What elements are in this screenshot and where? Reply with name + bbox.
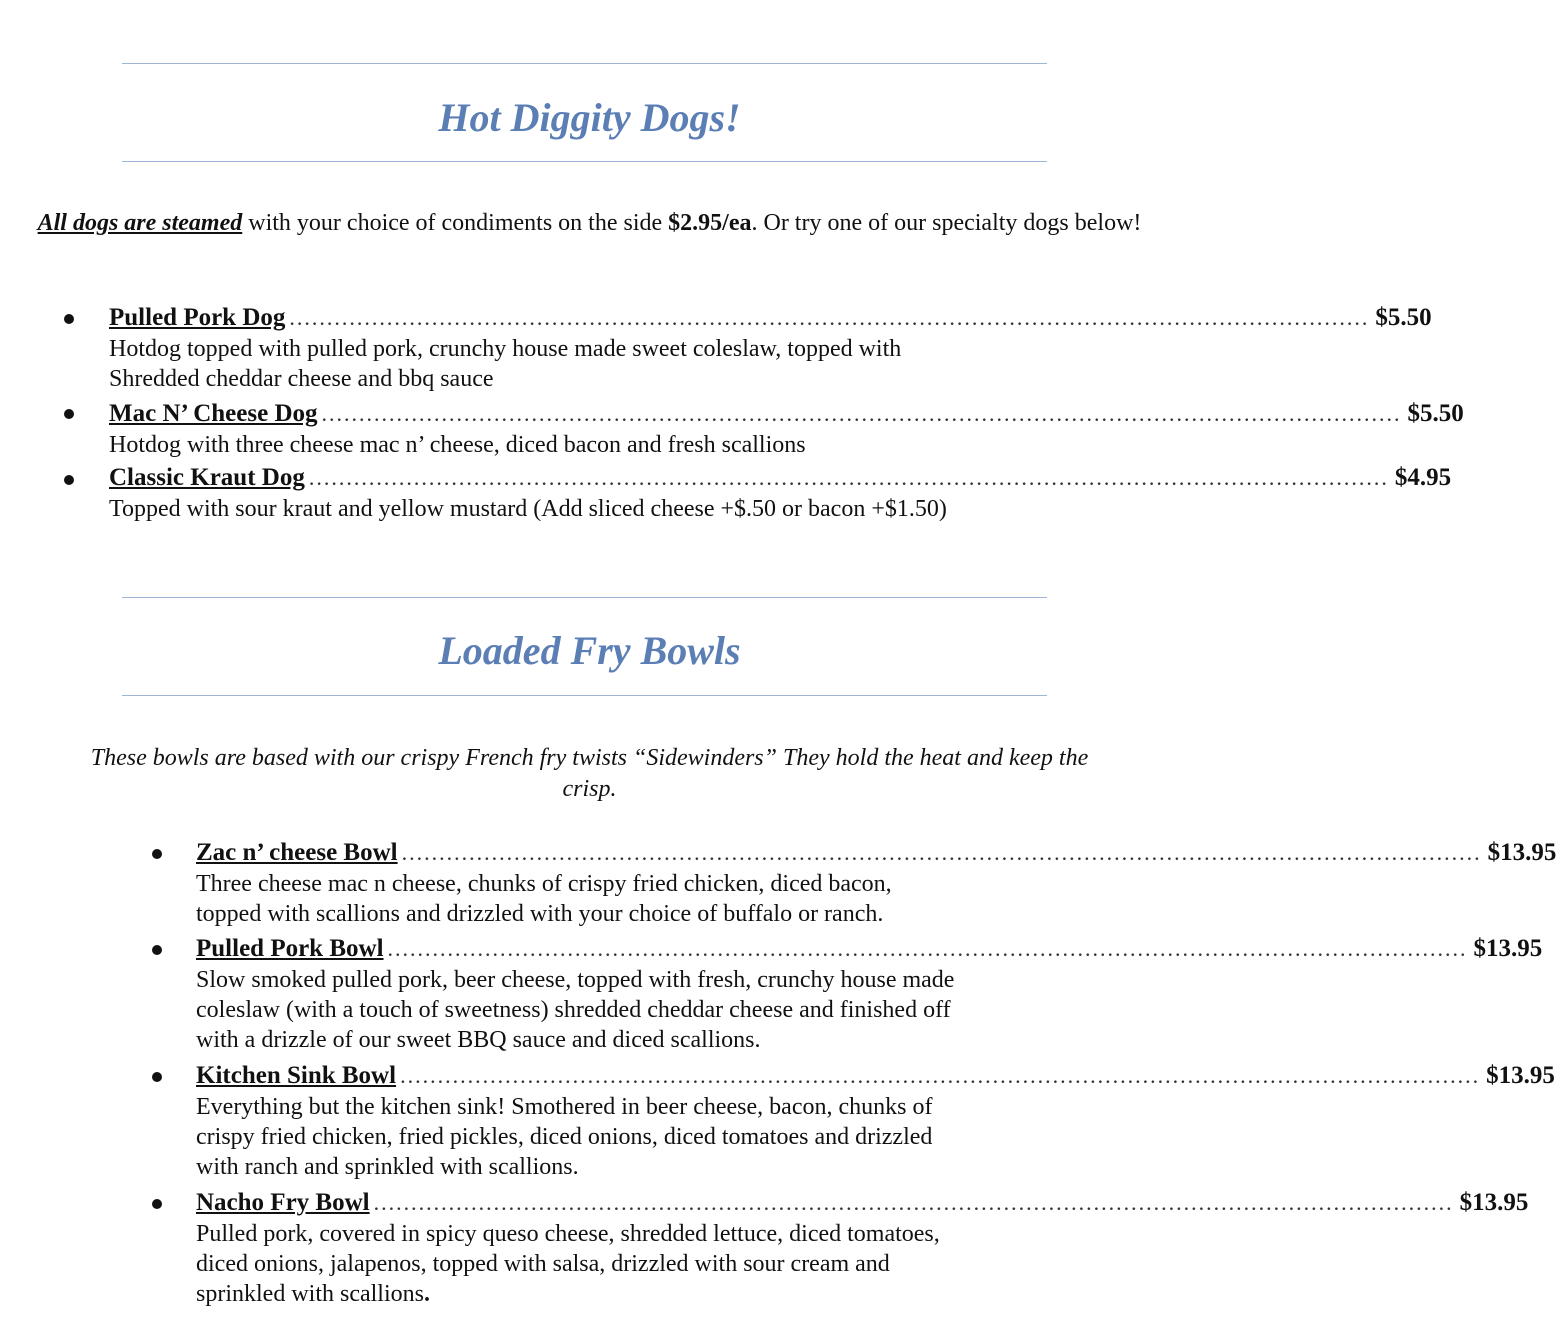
- bullet-dot: [152, 945, 162, 955]
- item-price: $4.95: [1394, 464, 1452, 491]
- item-name: Zac n’ cheese Bowl: [196, 839, 398, 866]
- dot-leader: ................................................................................................................................................: [321, 401, 1402, 426]
- dot-leader: ................................................................................................................................................: [401, 840, 1482, 865]
- fry-bowls-intro: [30, 743, 1149, 805]
- dogs-intro-mid: with your choice of condiments on the side: [242, 210, 669, 236]
- item-name: Pulled Pork Dog: [109, 304, 286, 331]
- dogs-intro: [30, 208, 1149, 239]
- item-name: Mac N’ Cheese Dog: [109, 400, 318, 427]
- item-description-line: [196, 1279, 940, 1309]
- item-description: [196, 1092, 932, 1182]
- dogs-intro-tail: . Or try one of our specialty dogs below!: [751, 210, 1142, 236]
- item-description: [109, 494, 947, 524]
- menu-item-pulled-pork-dog: [109, 302, 1432, 397]
- item-header: [196, 933, 1543, 965]
- item-description-line: Three cheese mac n cheese, chunks of crispy fried chicken, diced bacon,: [196, 871, 892, 897]
- item-header: [109, 302, 1432, 334]
- item-header: [109, 462, 1452, 494]
- dogs-intro-price: $2.95/ea: [668, 210, 752, 236]
- menu-item-mac-n-cheese-dog: [109, 398, 1464, 462]
- dot-leader: ................................................................................................................................................: [289, 305, 1370, 330]
- divider-line: [122, 161, 1047, 162]
- item-description-line: crispy fried chicken, fried pickles, diced onions, diced tomatoes and drizzled: [196, 1124, 933, 1150]
- item-name: Nacho Fry Bowl: [196, 1189, 370, 1216]
- menu-item-pulled-pork-bowl: [196, 933, 1543, 1059]
- item-header: [196, 837, 1556, 869]
- item-name: Pulled Pork Bowl: [196, 935, 384, 962]
- item-description: [196, 965, 954, 1055]
- fry-bowls-intro-line: crisp.: [562, 776, 617, 802]
- item-description: [196, 1219, 940, 1309]
- item-description-text: sprinkled with scallions: [196, 1281, 424, 1307]
- divider-line: [122, 695, 1047, 696]
- item-description-line: with a drizzle of our sweet BBQ sauce and diced scallions.: [196, 1027, 761, 1053]
- item-description-line: Topped with sour kraut and yellow mustard (Add sliced cheese +$.50 or bacon +$1.50): [109, 496, 947, 522]
- item-price: $13.95: [1459, 1189, 1529, 1216]
- menu-item-classic-kraut-dog: [109, 462, 1452, 526]
- fry-bowls-intro-line: These bowls are based with our crispy French fry twists “Sidewinders” They hold the heat and keep the: [90, 745, 1089, 771]
- bullet-dot: [64, 314, 74, 324]
- bullet-dot: [152, 1199, 162, 1209]
- menu-item-nacho-fry-bowl: [196, 1187, 1529, 1313]
- item-name: Kitchen Sink Bowl: [196, 1062, 397, 1089]
- item-description-line: Shredded cheddar cheese and bbq sauce: [109, 366, 494, 392]
- item-description-line: Everything but the kitchen sink! Smothered in beer cheese, bacon, chunks of: [196, 1094, 933, 1120]
- item-price: $13.95: [1473, 935, 1543, 962]
- item-description: [196, 869, 892, 929]
- item-header: [109, 398, 1464, 430]
- item-header: [196, 1060, 1555, 1092]
- dot-leader: ................................................................................................................................................: [373, 1190, 1454, 1215]
- item-description-line: Hotdog with three cheese mac n’ cheese, diced bacon and fresh scallions: [109, 432, 806, 458]
- divider-line: [122, 597, 1047, 598]
- bullet-dot: [64, 475, 74, 485]
- item-description-line: topped with scallions and drizzled with your choice of buffalo or ranch.: [196, 901, 884, 927]
- bullet-dot: [64, 409, 74, 419]
- section-title-fry-bowls: Loaded Fry Bowls: [438, 628, 741, 673]
- menu-item-kitchen-sink-bowl: [196, 1060, 1555, 1186]
- item-description-line: Pulled pork, covered in spicy queso cheese, shredded lettuce, diced tomatoes,: [196, 1221, 940, 1247]
- section-title-dogs: Hot Diggity Dogs!: [438, 95, 741, 140]
- item-description-end: .: [423, 1281, 430, 1307]
- dot-leader: ................................................................................................................................................: [387, 936, 1468, 961]
- item-description-line: coleslaw (with a touch of sweetness) shredded cheddar cheese and finished off: [196, 997, 951, 1023]
- bullet-dot: [152, 1072, 162, 1082]
- item-name: Classic Kraut Dog: [109, 464, 305, 491]
- dogs-intro-lead: All dogs are steamed: [37, 210, 243, 236]
- item-description-line: diced onions, jalapenos, topped with salsa, drizzled with sour cream and: [196, 1251, 890, 1277]
- item-price: $5.50: [1375, 304, 1432, 331]
- dot-leader: ................................................................................................................................................: [308, 465, 1389, 490]
- item-price: $5.50: [1407, 400, 1464, 427]
- item-description-line: Hotdog topped with pulled pork, crunchy house made sweet coleslaw, topped with: [109, 336, 902, 362]
- item-price: $13.95: [1487, 839, 1556, 866]
- item-header: [196, 1187, 1529, 1219]
- divider-line: [122, 63, 1047, 64]
- item-description-line: Slow smoked pulled pork, beer cheese, topped with fresh, crunchy house made: [196, 967, 955, 993]
- item-description: [109, 430, 806, 460]
- menu-item-zac-n-cheese-bowl: [196, 837, 1556, 933]
- item-description-line: with ranch and sprinkled with scallions.: [196, 1154, 579, 1180]
- dot-leader: ................................................................................................................................................: [400, 1063, 1481, 1088]
- item-price: $13.95: [1486, 1062, 1555, 1089]
- bullet-dot: [152, 849, 162, 859]
- item-description: [109, 334, 901, 394]
